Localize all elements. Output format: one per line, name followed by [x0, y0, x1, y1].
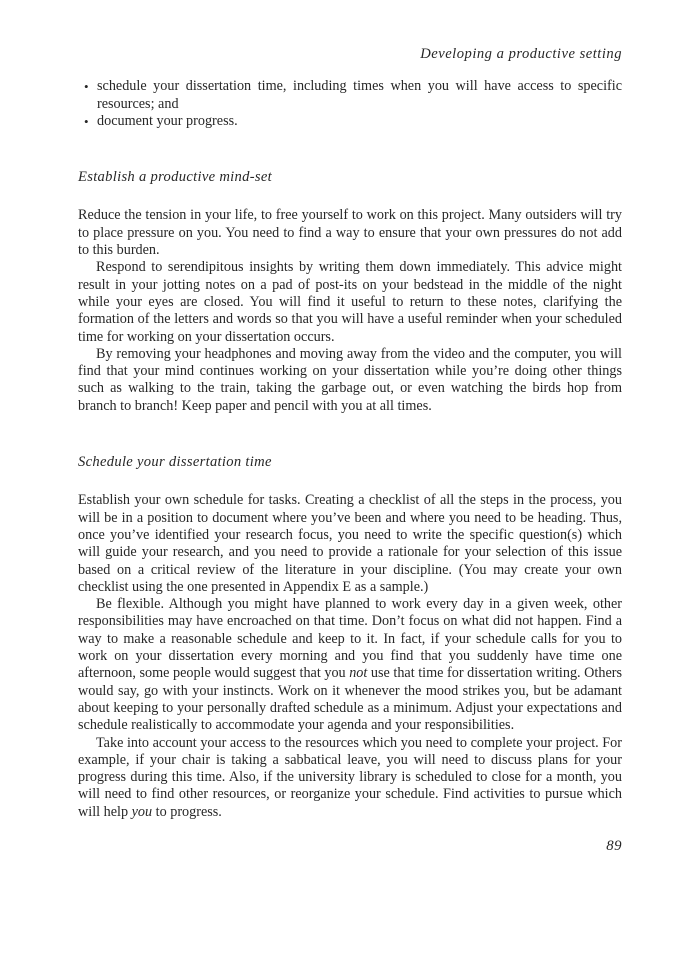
- section-heading: Establish a productive mind-set: [78, 169, 272, 186]
- bullet-item-text: document your progress.: [97, 112, 238, 129]
- paragraph: [78, 596, 622, 734]
- bullet-item: [78, 113, 622, 130]
- paragraph: [78, 346, 622, 415]
- paragraph: [78, 207, 622, 259]
- section: [78, 454, 622, 821]
- paragraph-text: Be flexible. Although you might have planned to work every day in a given week, other responsibilities may have encroached on that time. Don’t focus on what did not happen. Find a way to make a reasonable schedule and keep to it. In fact, if your schedule calls for you to work on your dissertation every morning and you find that you suddenly have time one afternoon, some people would suggest that you: [78, 596, 622, 682]
- paragraph-text: Reduce the tension in your life, to free yourself to work on this project. Many outsiders will try to place pressure on you. You need to find a way to ensure that your own pressures do not add to this burden.: [78, 207, 622, 259]
- paragraph: [78, 735, 622, 821]
- paragraph-text: to progress.: [152, 803, 222, 820]
- section-heading: Schedule your dissertation time: [78, 454, 272, 471]
- emphasized-text: you: [131, 803, 153, 820]
- paragraph-text: use that time for dissertation writing. Others would say, go with your instincts. Work on it whenever the mood strikes you, but be adamant about keeping to your personally drafted schedule as a minimum. Adjust your expectations and schedule realistically to accommodate your agenda and your responsibilities.: [78, 665, 622, 734]
- running-head: Developing a productive setting: [420, 46, 622, 62]
- paragraph-text: Respond to serendipitous insights by writing them down immediately. This advice might result in your jotting notes on a pad of post-its on your bedstead in the middle of the night while your eyes are closed. You will find it useful to return to these notes, clarifying the formation of the letters and words so that you will have a useful reminder when your scheduled time for working on your dissertation occurs.: [78, 259, 622, 345]
- paragraph-text: By removing your headphones and moving away from the video and the computer, you will find that your mind continues working on your dissertation while you’re doing other things such as walking to the train, taking the garbage out, or even watching the birds hop from branch to branch! Keep paper and pencil with you at all times.: [78, 345, 622, 414]
- page-number: 89: [606, 837, 622, 854]
- section: [78, 169, 622, 415]
- paragraph-text: Take into account your access to the resources which you need to complete your project. For example, if your chair is taking a sabbatical leave, you will need to discuss plans for your progress during this time. Also, if the university library is scheduled to close for a month, you will need to find other resources, or reorganize your schedule. Find activities to pursue which will help: [78, 734, 622, 820]
- page-body: [78, 169, 622, 821]
- bullet-list: [78, 78, 622, 130]
- emphasized-text: not: [349, 665, 368, 682]
- bullet-item: [78, 78, 622, 113]
- paragraph-text: Establish your own schedule for tasks. Creating a checklist of all the steps in the process, you will be in a position to document where you’ve been and where you need to be heading. Thus, once you’ve identified your research focus, you need to write the specific question(s) which will guide your research, and you need to provide a rationale for your selection of this issue based on a critical review of the literature in your discipline. (You may create your own checklist using the one presented in Appendix E as a sample.): [78, 492, 622, 595]
- paragraph: [78, 492, 622, 596]
- bullet-icon: •: [84, 113, 89, 129]
- paragraph: [78, 259, 622, 345]
- bullet-icon: •: [84, 79, 89, 95]
- bullet-item-text: schedule your dissertation time, including times when you will have access to specific resources; and: [97, 78, 622, 112]
